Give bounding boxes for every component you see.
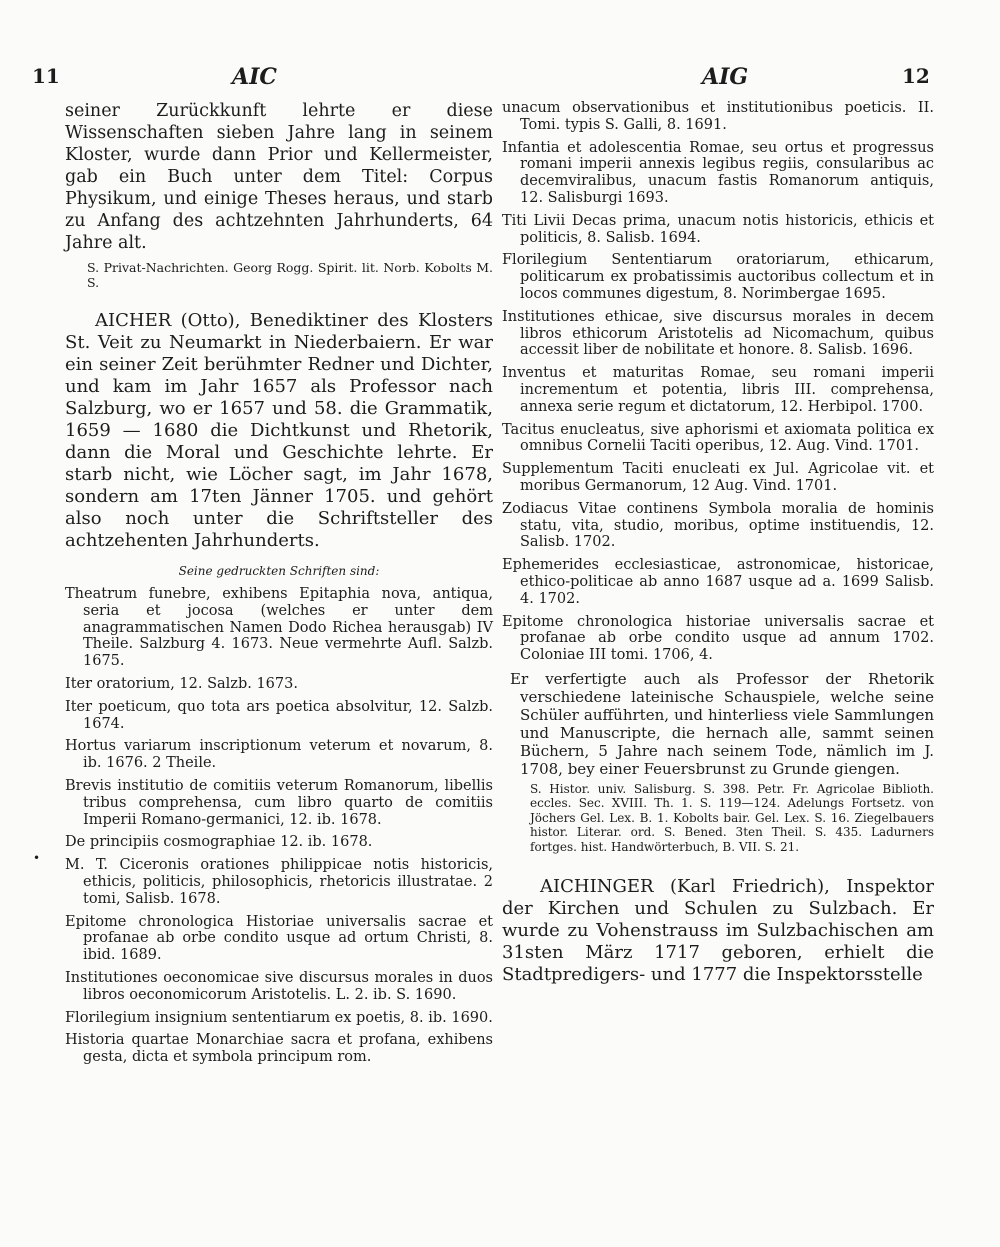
- work-entry: Epitome chronologica Historiae universalis sacrae et profanae ab orbe condito usque ad ortum Christi, 8. ibid. 1689.: [65, 913, 493, 964]
- work-entry: Hortus variarum inscriptionum veterum et novarum, 8. ib. 1676. 2 Theile.: [65, 738, 493, 772]
- left-page-number: 11: [32, 64, 60, 88]
- right-column: [502, 100, 934, 986]
- works-list-right: [502, 100, 934, 664]
- work-entry: De principiis cosmographiae 12. ib. 1678.: [65, 834, 373, 851]
- work-entry: Supplementum Taciti enucleati ex Jul. Agricolae vit. et moribus Germanorum, 12 Aug. Vind. 1701.: [502, 461, 934, 494]
- work-entry: Titi Livii Decas prima, unacum notis historicis, ethicis et politicis, 8. Salisb. 1694.: [502, 212, 934, 246]
- work-entry: Theatrum funebre, exhibens Epitaphia nova, antiqua, seria et jocosa (welches er unter dem anagrammatischen Namen Dodo Richea herausgab) IV Theile. Salzburg 4. 1673. Neue vermehrte Aufl. Salzb. 1675.: [65, 586, 493, 670]
- sources-note: S. Histor. univ. Salisburg. S. 398. Petr. Fr. Agricolae Biblioth. eccles. Sec. XVIII. Th. 1. S. 119—124. Adelungs Fortsetz. von Jöchers Gel. Lex. B. 1. Kobolts bair. Gel. Lex. S. 16. Ziegelbauers histor. Literar. ord. S. Bened. 3ten Theil. S. 435. Ladurners fortges. hist. Handwörterbuch, B. VII. S. 21.: [530, 781, 934, 854]
- work-entry: Epitome chronologica historiae universalis sacrae et profanae ab orbe condito usque ad annum 1702. Coloniae III tomi. 1706, 4.: [502, 613, 934, 664]
- work-entry: Tacitus enucleatus, sive aphorismi et axiomata politica ex omnibus Cornelii Taciti operibus, 12. Aug. Vind. 1701.: [502, 421, 934, 455]
- aichinger-entry: AICHINGER (Karl Friedrich), Inspektor der Kirchen und Schulen zu Sulzbach. Er wurde zu Vohenstrauss im Sulzbachischen am 31sten März 1717 geboren, erhielt die Stadtpredigers- und 1777 die Inspektorsstelle: [502, 876, 934, 986]
- aicher-entry: AICHER (Otto), Benediktiner des Klosters St. Veit zu Neumarkt in Niederbaiern. Er war ein seiner Zeit berühmter Redner und Dichter, und kam im Jahr 1657 als Professor nach Salzburg, wo er 1657 und 58. die Grammatik, 1659 — 1680 die Dichtkunst und Rhetorik, dann die Moral und Geschichte lehrte. Er starb nicht, wie Löcher sagt, im Jahr 1678, sondern am 17ten Jänner 1705. und gehört also noch unter die Schriftsteller des achtzehenten Jahrhunderts.: [65, 310, 493, 551]
- work-entry: Ephemerides ecclesiasticae, astronomicae, historicae, ethico-politicae ab anno 1687 usque ad a. 1699 Salisb. 4. 1702.: [502, 557, 934, 607]
- intro-paragraph: seiner Zurückkunft lehrte er diese Wissenschaften sieben Jahre lang in seinem Kloster, wurde dann Prior und Kellermeister, gab ein Buch unter dem Titel: Corpus Physikum, und einige Theses heraus, und starb zu Anfang des achtzehnten Jahrhunderts, 64 Jahre alt.: [65, 101, 493, 253]
- remark-paragraph: Er verfertigte auch als Professor der Rhetorik verschiedene lateinische Schauspiele, welche seine Schüler aufführten, und hinterliess viele Sammlungen und Manuscripte, die hernach alle, sammt seinen Büchern, 5 Jahre nach seinem Tode, nämlich im J. 1708, bey einer Feuersbrunst zu Grunde giengen.: [510, 669, 934, 778]
- right-running-head: AIG: [702, 64, 749, 90]
- work-entry: unacum observationibus et institutionibus poeticis. II. Tomi. typis S. Galli, 8. 1691.: [502, 100, 934, 133]
- work-entry: Institutiones oeconomicae sive discursus morales in duos libros oeconomicorum Aristotelis. L. 2. ib. S. 1690.: [65, 969, 493, 1003]
- works-list-left: [65, 586, 493, 1066]
- work-entry: Florilegium Sententiarum oratoriarum, ethicarum, politicarum ex probatissimis auctoribus collectum et in locos communes digestum, 8. Norimbergae 1695.: [502, 252, 934, 302]
- work-entry: Infantia et adolescentia Romae, seu ortus et progressus romani imperii annexis legibus regiis, consularibus ac decemviralibus, unacum fastis Romanorum antiquis, 12. Salisburgi 1693.: [502, 139, 934, 206]
- work-entry: Zodiacus Vitae continens Symbola moralia de hominis statu, vita, studio, moribus, optime instituendis, 12. Salisb. 1702.: [502, 500, 934, 551]
- margin-mark: •: [33, 851, 41, 865]
- right-page-number: 12: [902, 64, 930, 88]
- source-note: S. Privat-Nachrichten. Georg Rogg. Spirit. lit. Norb. Kobolts M. S.: [87, 260, 493, 290]
- left-column: [65, 100, 493, 1072]
- work-entry: Inventus et maturitas Romae, seu romani imperii incrementum et potentia, libris III. comprehensa, annexa serie regum et dictatorum, 12. Herbipol. 1700.: [502, 365, 934, 415]
- work-entry: M. T. Ciceronis orationes philippicae notis historicis, ethicis, politicis, philosophicis, rhetoricis illustratae. 2 tomi, Salisb. 1678.: [65, 857, 493, 907]
- work-entry: Brevis institutio de comitiis veterum Romanorum, libellis tribus comprehensa, cum libro quarto de comitiis Imperii Romano-germanici, 12. ib. 1678.: [65, 777, 493, 828]
- works-caption: Seine gedruckten Schriften sind:: [178, 564, 380, 578]
- work-entry: Florilegium insignium sententiarum ex poetis, 8. ib. 1690.: [65, 1009, 493, 1026]
- work-entry: Iter oratorium, 12. Salzb. 1673.: [65, 675, 298, 692]
- work-entry: Iter poeticum, quo tota ars poetica absolvitur, 12. Salzb. 1674.: [65, 698, 493, 732]
- work-entry: Institutiones ethicae, sive discursus morales in decem libros ethicorum Aristotelis ad Nicomachum, quibus accessit liber de nobilitate et honore. 8. Salisb. 1696.: [502, 308, 934, 359]
- work-entry: Historia quartae Monarchiae sacra et profana, exhibens gesta, dicta et symbola principum rom.: [65, 1032, 493, 1066]
- left-running-head: AIC: [232, 64, 277, 90]
